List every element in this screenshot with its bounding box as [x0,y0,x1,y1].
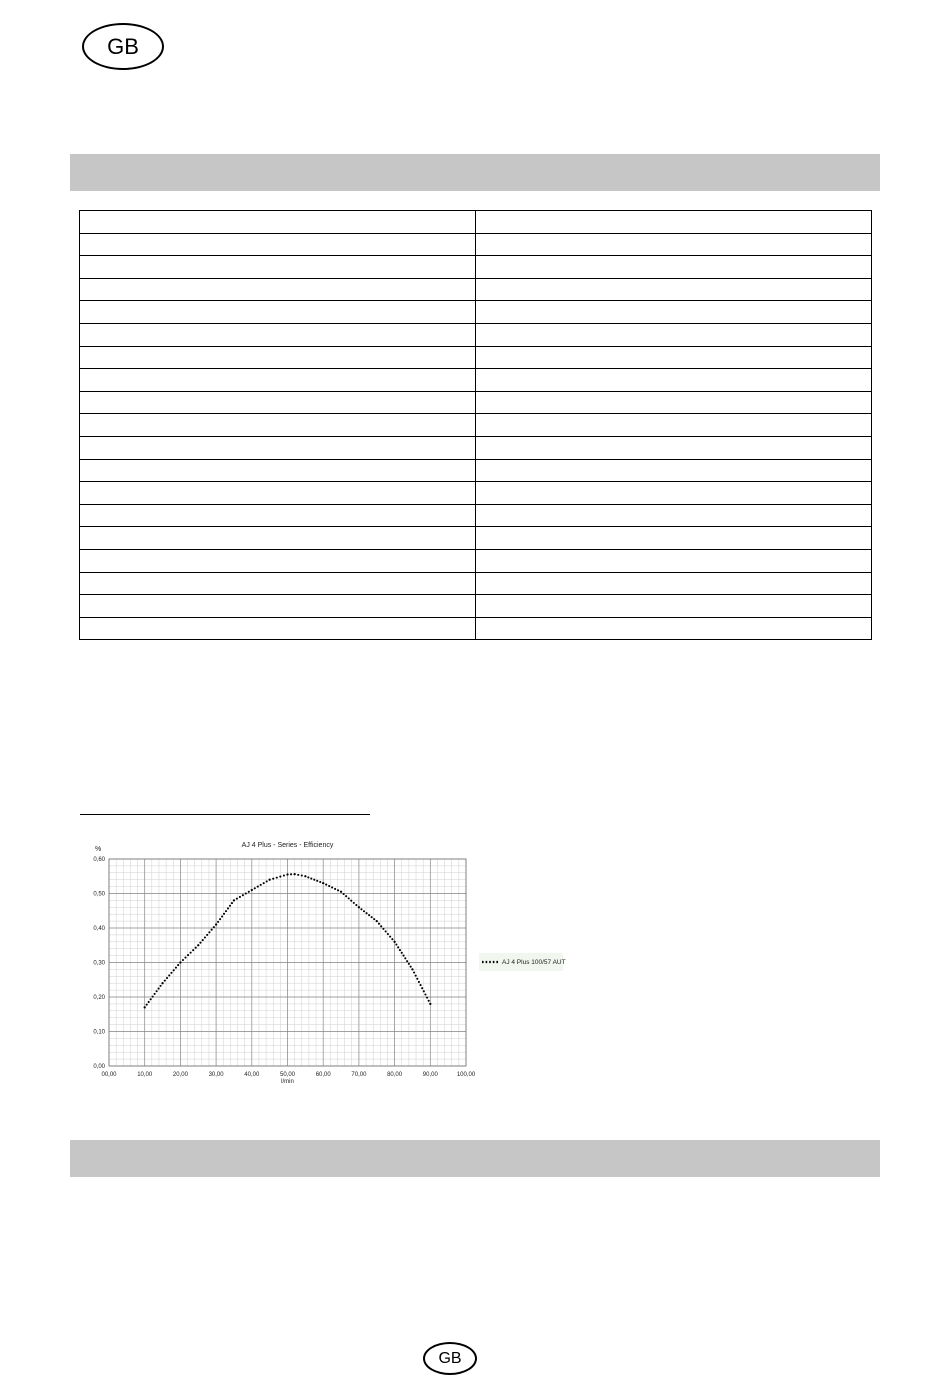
series-dot [363,910,365,912]
series-dot [231,902,233,904]
series-dot [195,947,197,949]
series-dot [399,949,401,951]
series-dot [211,929,213,931]
table-cell-value [476,301,872,324]
series-dot [328,885,330,887]
y-tick-label: 0,30 [93,960,105,967]
table-row [80,595,872,618]
table-cell-value [476,595,872,618]
series-dot [154,993,156,995]
x-tick-label: 00,00 [101,1072,117,1078]
table-cell-label [80,233,476,256]
table-cell-value [476,256,872,279]
series-dot [353,902,355,904]
series-dot [355,904,357,906]
table-cell-label [80,256,476,279]
series-dot [192,949,194,951]
table-row [80,233,872,256]
series-dot [310,878,312,880]
legend-label: AJ 4 Plus 100/57 AUT [502,959,566,966]
table-cell-value [476,211,872,234]
series-dot [343,893,345,895]
series-dot [380,925,382,927]
series-dot [213,926,215,928]
series-dot [239,896,241,898]
series-dot [217,921,219,923]
table-cell-label [80,549,476,572]
table-cell-value [476,436,872,459]
series-dot [307,876,309,878]
table-row [80,572,872,595]
series-dot [260,884,262,886]
series-dot [413,971,415,973]
series-dot [245,892,247,894]
table-cell-value [476,527,872,550]
x-tick-label: 40,00 [244,1072,260,1078]
series-point [322,882,324,884]
series-point [286,873,288,875]
chart-caption-underline [80,814,370,815]
series-dot [199,942,201,944]
series-dot [334,888,336,890]
series-dot [424,993,426,995]
series-dot [152,996,154,998]
series-dot [389,936,391,938]
chart-title: AJ 4 Plus - Series - Efficiency [241,842,334,849]
series-dot [395,944,397,946]
table-cell-value [476,549,872,572]
x-tick-label: 20,00 [172,1072,188,1078]
series-dot [272,878,274,880]
table-row [80,323,872,346]
y-tick-label: 0,60 [93,857,105,863]
y-tick-label: 0,00 [93,1064,105,1070]
table-cell-label [80,301,476,324]
x-tick-label: 50,00 [279,1072,296,1078]
series-dot [301,875,303,877]
table-row [80,482,872,505]
series-dot [345,895,347,897]
table-cell-value [476,482,872,505]
series-point [144,1006,146,1008]
table-row [80,256,872,279]
efficiency-chart [80,836,570,1094]
x-tick-label: 70,00 [351,1072,367,1078]
series-dot [175,967,177,969]
series-dot [182,959,184,961]
series-dot [319,881,321,883]
table-cell-label [80,414,476,437]
series-dot [337,889,339,891]
series-dot [190,952,192,954]
series-dot [426,997,428,999]
chart-y-axis-label: % [95,846,102,853]
series-dot [371,916,373,918]
table-cell-label [80,211,476,234]
series-point [393,941,395,943]
series-point [304,875,306,877]
table-cell-value [476,391,872,414]
series-point [340,891,342,893]
x-tick-label: 10,00 [137,1072,153,1078]
table-cell-label [80,572,476,595]
series-dot [202,939,204,941]
series-dot [418,981,420,983]
table-cell-value [476,414,872,437]
series-dot [378,923,380,925]
series-dot [160,985,162,987]
series-point [293,873,295,875]
series-dot [420,984,422,986]
series-dot [279,876,281,878]
y-tick-label: 0,20 [93,995,105,1001]
series-dot [158,988,160,990]
series-dot [368,914,370,916]
series-dot [373,918,375,920]
series-dot [242,894,244,896]
series-dot [348,897,350,899]
series-dot [416,978,418,980]
x-tick-label: 60,00 [315,1072,331,1078]
series-dot [166,977,168,979]
underline-mark [249,413,263,414]
table-cell-label [80,346,476,369]
series-dot [208,931,210,933]
series-dot [406,960,408,962]
table-row [80,414,872,437]
table-cell-label [80,595,476,618]
series-dot [229,905,231,907]
table-cell-value [476,504,872,527]
series-dot [382,928,384,930]
table-row [80,278,872,301]
x-tick-label: 80,00 [387,1072,403,1078]
series-point [215,923,217,925]
table-cell-label [80,369,476,392]
series-dot [177,964,179,966]
series-dot [404,957,406,959]
series-dot [221,915,223,917]
table-row [80,527,872,550]
section-header-bar-top [70,154,880,191]
chart-x-tick-labels [101,1072,475,1078]
series-dot [187,954,189,956]
table-row [80,301,872,324]
series-point [376,920,378,922]
table-cell-label [80,527,476,550]
series-dot [168,974,170,976]
series-dot [219,918,221,920]
table-row [80,369,872,392]
chart-legend [479,953,566,971]
table-row [80,346,872,369]
y-tick-label: 0,40 [93,926,105,932]
series-dot [148,1001,150,1003]
table-cell-value [476,346,872,369]
table-cell-label [80,482,476,505]
series-point [358,906,360,908]
series-dot [391,938,393,940]
chart-x-axis-label: l/min [281,1079,294,1085]
table-row [80,549,872,572]
series-dot [331,886,333,888]
series-dot [313,879,315,881]
series-dot [408,963,410,965]
gb-language-badge-top: GB [82,23,164,70]
series-dot [401,952,403,954]
series-dot [283,875,285,877]
table-row [80,391,872,414]
x-tick-label: 30,00 [208,1072,224,1078]
series-dot [385,930,387,932]
series-dot [146,1004,148,1006]
y-tick-label: 0,10 [93,1029,105,1036]
series-point [411,968,413,970]
series-dot [350,900,352,902]
series-dot [184,957,186,959]
series-dot [290,873,292,875]
series-dot [325,884,327,886]
series-point [233,899,235,901]
table-cell-value [476,617,872,640]
table-cell-label [80,278,476,301]
series-dot [254,887,256,889]
series-dot [248,891,250,893]
table-cell-label [80,459,476,482]
series-dot [204,936,206,938]
chart-y-tick-labels [93,857,105,1070]
series-dot [257,886,259,888]
series-dot [316,880,318,882]
table-cell-value [476,323,872,346]
series-dot [223,913,225,915]
table-cell-value [476,459,872,482]
series-point [161,982,163,984]
table-row [80,436,872,459]
section-header-bar-bottom [70,1140,880,1177]
table-row [80,504,872,527]
series-dot [263,882,265,884]
series-dot [266,880,268,882]
series-dot [236,898,238,900]
series-point [179,961,181,963]
x-tick-label: 100,00 [456,1072,476,1078]
gb-language-badge-bottom: GB [423,1342,477,1375]
series-dot [297,874,299,876]
table-cell-value [476,278,872,301]
series-dot [415,975,417,977]
table-cell-label [80,504,476,527]
series-point [269,879,271,881]
series-point [429,1003,431,1005]
table-cell-label [80,323,476,346]
series-dot [387,933,389,935]
table-cell-label [80,436,476,459]
series-dot [423,990,425,992]
series-dot [164,980,166,982]
series-dot [170,972,172,974]
series-dot [150,998,152,1000]
series-dot [397,946,399,948]
table-row [80,459,872,482]
series-dot [276,877,278,879]
specification-table [79,210,872,640]
y-tick-label: 0,50 [93,891,105,898]
series-dot [206,934,208,936]
table-cell-value [476,572,872,595]
table-cell-value [476,369,872,392]
series-dot [227,907,229,909]
series-point [197,944,199,946]
table-row [80,211,872,234]
series-dot [173,969,175,971]
table-cell-value [476,233,872,256]
series-dot [366,912,368,914]
series-dot [410,966,412,968]
series-dot [225,910,227,912]
table-row [80,617,872,640]
series-dot [360,908,362,910]
table-cell-label [80,617,476,640]
x-tick-label: 90,00 [422,1072,438,1078]
series-dot [428,1000,430,1002]
series-point [251,889,253,891]
table-cell-label [80,391,476,414]
series-dot [402,955,404,957]
chart-grid-major [109,859,466,1066]
series-dot [421,987,423,989]
series-dot [156,990,158,992]
